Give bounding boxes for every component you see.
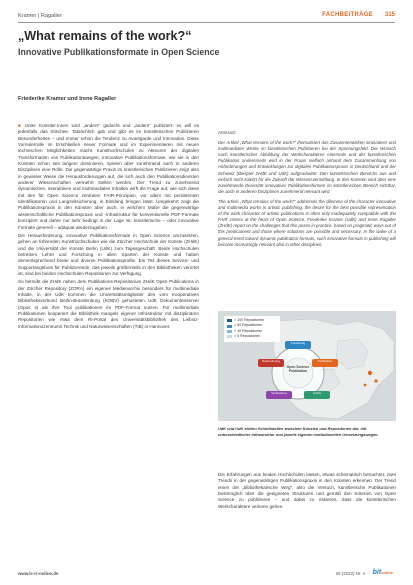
legend-swatch [227,325,232,328]
article-subtitle: Innovative Publikationsformate in Open Science [18,47,220,57]
running-header [18,11,395,23]
cycle-node: Nachnutzung [258,359,284,367]
legend-item: > 100 Repositorien [227,318,277,323]
abstract-block [218,131,396,296]
publisher-logo: bitonline [372,569,393,576]
cycle-node: Verbreitung [266,391,292,399]
abstract-german: Der Artikel „What remains of the work?“ thematisiert das Zusammenwirken innovativer und multimedialer Werke im künstlerischen Publizieren bei der Spannungsfeld. Der Wunsch nach künstlerischer Abbildung der Werkcharakteren einerseits und der künstlerischen Publikation andererseits wird in der Praxis vielfach anhand dem Zusammenhang von Anforderungen und Entwicklungen zur digitalen Publikationspraxis in Deutschland und der Schweiz (Beispiel ZHdK und UdK) aufgearbeitet. Den künstlerischen Bereichs aus und einfach nicht zuletzt für die Zukunft der Wissensvermittlung. In den Künsten wird aber eine zunehmende Diversität innovativer Publikationsformen im künstlerischen Bereich sichtbar, die auch in anderen Disziplinen zunehmend relevant wird. [218,140,396,194]
cycle-node: Publikation [312,359,338,367]
body-column-right [218,472,396,565]
page-number: 315 [384,12,395,18]
abstract-heading: Abstract [218,131,236,136]
footer-url[interactable]: www.b-i-t-online.de [18,571,59,576]
legend-swatch [227,335,232,338]
body-paragraph: Die Herausforderung, innovative Publikationsformate in Open Science umzusetzen, gehen an führenden Kunsthochschulen wie die Zürcher Hochschule der Künste (ZHdK) und die Universität der Künste Berlin (UdK) zum Tagesgeschäft. Beide Hochschulen betreiben Lehre und Forschung in allen Sparten der Künste und haben dementsprechend breite und diverse Publikationsprofile. Ein Teil dieses Service- und Supportangebots für Publizierende, das jeweils größtenteils in den Bibliotheken verortet ist, sind bei beiden Hochschulen Repositorien zur Verfügung. [18,232,199,276]
legend-item: > 10 Repositorien [227,329,277,334]
legend-swatch [227,319,232,322]
header-section: FACHBEITRÄGE [322,12,373,18]
cycle-center-label: Open Science Publikation [286,365,310,373]
body-paragraph: Die Erfahrungen aus beiden Hochschulen lassen, etwas schematisch betrachtet, zwei Trends in der gegenwärtigen Publikationspraxis in den Künsten erkennen. Der Trend einen der „bibliothekarische Weg“, also die Versuch, künstlerische Publikationen bestmöglich über die geeigneten Strukturen und gemäß den Kriterien von Open Science zu publizieren – und dabei zu riskieren, dass die künstlerischen Werkcharaktere verloren gehen. [218,472,396,509]
cycle-node: Forschung [285,341,311,349]
cycle-node: Archiv [304,391,330,399]
header-authors: Kramer | Ragaller [18,13,62,19]
figure-caption: UdK und UdK stellen Schnittstellen zwischen Künsten und Repositorien dar, mit unterschiedlicher Infrastruktur und jeweils eigenen institutionellen Umsetzungswegen. [218,426,379,437]
legend-item: > 5 Repositorien [227,334,277,339]
location-marker-icon [374,379,377,382]
abstract-english: The article „What remains of the work?“ addresses the dilemma of the character innovative and multimedia works in artistic publishing, the desire for the best possible representation of the work character of artistic publications is often only inadequately compatible with the FAIR criteria at the heart of Open Science. Friederike Kramer (UdK) and Irene Ragaller (ZHdK) report on the challenges that this poses in practice, based on pragmatic ways out of this predicament and those where solutions are possible and necessary. In the wake of a general trend toward dynamic publication formats, such innovative formats in publishing will become increasingly relevant also in other disciplines. [218,198,396,247]
article-byline: Friederike Kramer und Irene Ragaller [18,96,117,102]
location-marker-icon [364,384,367,387]
article-title: „What remains of the work?“ [18,29,192,43]
header-rule [18,22,395,23]
footer-issue: 25 (2022) Nr. 4 [335,571,365,576]
lifecycle-diagram [256,337,340,409]
body-paragraph: So betreibt die ZHdK neben dem Publikations-Repositorium ZHdK Open Publications in der Zürcher Repository (ZORA) ein eigenes Medienarchiv besonders für multimediale Inhalte, in der UdK kommen die Universitätsmitglieder den vom Kooperativen Bibliotheksverbund Berlin-Brandenburg (KOBV) gehosteten UdK Dokumentenserver (Opus 4) als Ihre Tool publikationen im PDF-Format nutzen. Für multimediale Publikationen kooperiert die Bibliothek mangels eigener Infrastruktur mit disziplinären Repositorien wie etwa dem RI-Portal des Universitätsbibliothek des Leibniz-Informationszentrums Technik und Naturwissenschaften (TIB) in Hannover. [18,279,199,329]
cycle-inner-shape [283,358,313,388]
location-marker-icon [368,371,372,375]
lead-marker-icon: ■ [18,123,23,128]
figure-map [218,311,396,421]
body-column-left [18,123,199,563]
legend-swatch [227,330,232,333]
body-paragraph [18,123,199,231]
legend-item: > 50 Repositorien [227,323,277,328]
page-footer [18,570,395,580]
body-text: Unter Künstler:innen wird „anders“ gedacht und „anders“ publiziert: so will es jedenfalls das Klischee. Tatsächlich gab und gibt es im künstlerischen Publizieren Besonderheiten – und immer schon die Tendenz zu Avantgarde und Innovation. Diese Vorreiterrolle im Erschließen neuer Formate und im Experimentieren mit neuen technischen Möglichkeiten macht Kunsthochschulen zu Akteuren der digitalen Transformation von Publikationswegen. Innovative Publikationsformate, wie sie in den Künsten schon seit langem dominieren, spielen aber zunehmend auch in anderen Disziplinen eine Rolle. Die gegenwärtige Praxis im künstlerischen Publizieren zeigt also in gewisser Weise die Herausforderungen auf, die sich auch den Publikationsdiensten anderer Wissenschaften vermehrt stellen werden. Der Trend zu zunehmend dynamischen, interaktiven und multimedialen Inhalten wirft die Frage auf, wie sich diese mit den für Open Science zentralen FAIR-Prinzipien, vor allem mit persistenten Identifikatoren und Langzeitsicherung, in Einklang bringen lässt. Umgekehrt zeigt die Publikationspraxis in den Künsten aber auch, in welchem Maße die gegenwärtige wissenschaftliche Publikationspraxis und -infrastruktur für konventionelle PDF-Formate konzipiert und daher nur sehr bedingt in der Lage ist, künstlerische – oder innovative Formate generell – adäquat wiederzugeben. [18,123,199,230]
